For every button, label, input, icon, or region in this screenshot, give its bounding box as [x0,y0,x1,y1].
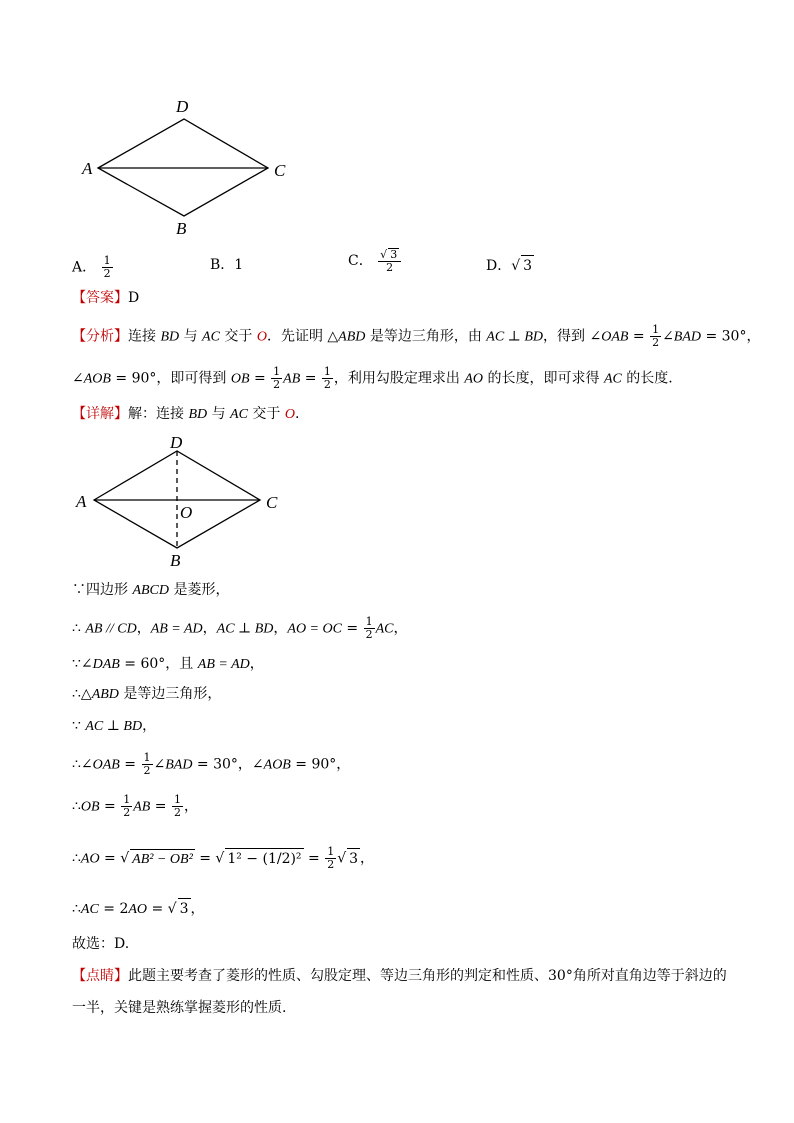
detail-line: 【详解】解：连接 BD 与 AC 交于 O. [72,406,300,422]
choice-c: C． $\frac{√ 3}{2}$ [348,248,402,274]
label-a-2: A [76,492,87,511]
comment-line-1: 【点睛】此题主要考查了菱形的性质、勾股定理、等边三角形的判定和性质、30°角所对直角边等于斜边的 [72,968,727,984]
label-o: O [180,503,193,522]
figure-rhombus-1 [70,92,300,242]
step-4: ∴△ABD 是等边三角形， [72,686,222,702]
step-6: ∴∠OAB = $\frac{1}{2}$ ∠BAD = 30°，∠AOB = 90°， [72,751,351,777]
choice-a: A． $\frac{1}{2}$ [72,254,111,280]
step-9: ∴AC = 2AO = √ 3 ， [72,898,205,920]
label-c-2: C [266,493,278,512]
step-5: ∵ AC ⊥ BD， [72,718,157,734]
step-10: 故选：D. [72,936,130,952]
label-b: B [176,219,187,238]
answer-line: 【答案】D [72,290,140,306]
label-b-2: B [170,551,181,570]
step-2: ∴ AB // CD，AB = AD，AC ⊥ BD，AO = OC = $\frac{1}{2}$ AC， [72,615,408,641]
figure-rhombus-2 [70,430,300,575]
label-d-2: D [170,433,183,452]
choice-d: D．√ 3 [486,255,534,276]
step-1: ∵四边形 ABCD 是菱形， [72,582,230,598]
label-c: C [274,161,286,180]
choice-b: B．1 [210,257,244,273]
label-a: A [82,159,93,178]
step-3: ∵∠DAB = 60°，且 AB = AD， [72,656,264,672]
comment-line-2: 一半，关键是熟练掌握菱形的性质. [72,1000,287,1016]
label-d: D [176,97,189,116]
step-7: ∴OB = $\frac{1}{2}$ AB = $\frac{1}{2}$ ， [72,793,198,819]
step-8: ∴AO = √ AB² − OB² = √ 1² − (1/2)² = $\frac{1}{2}$ √ 3 ， [72,845,375,871]
analysis-line-1: 【分析】连接 BD 与 AC 交于 O．先证明 △ABD 是等边三角形，由 AC ⊥ BD，得到 ∠OAB = $\frac{1}{2}$ ∠BAD = 30°， [72,323,761,349]
analysis-line-2: ∠AOB = 90°，即可得到 OB = $\frac{1}{2}$ AB = $\frac{1}{2}$ ，利用勾股定理求出 AO 的长度，即可求得 AC 的长度. [72,365,673,391]
